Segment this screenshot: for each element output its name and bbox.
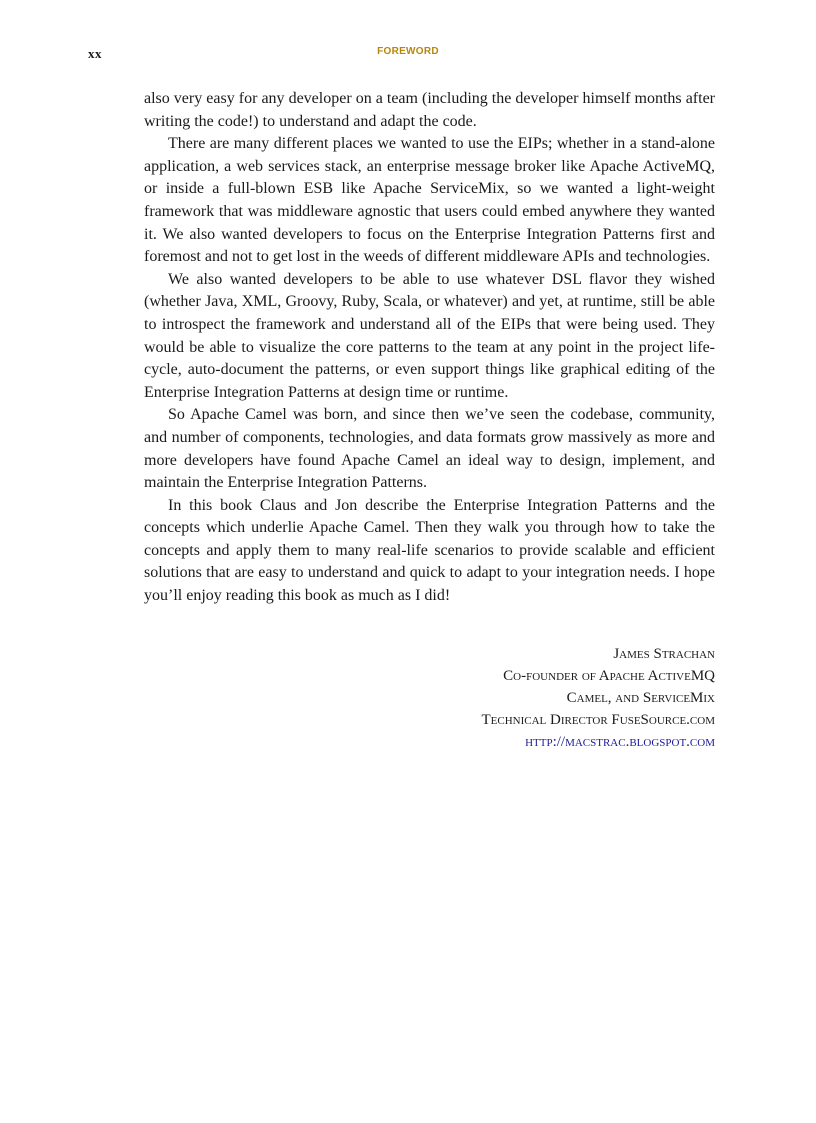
running-head: FOREWORD <box>377 46 439 57</box>
page-number: xx <box>88 46 102 61</box>
foreword-body <box>144 88 715 608</box>
paragraph-5: In this book Claus and Jon describe the Enterprise Integration Patterns and the concepts which underlie Apache Camel. Then they walk you through how to take the concepts and apply them to many real-life scenarios to provide scalable and efficient solutions that are easy to understand and quick to adapt to your integration needs. I hope you’ll enjoy reading this book as much as I did! <box>144 496 715 605</box>
paragraph-3: We also wanted developers to be able to use whatever DSL flavor they wished (whether Java, XML, Groovy, Ruby, Scala, or whatever) and yet, at runtime, still be able to introspect the framework and understand all of the EIPs that were being used. They would be able to visualize the core patterns to the team at any point in the project life-cycle, auto-document the patterns, or even support things like graphical editing of the Enterprise Integration Patterns at design time or runtime. <box>144 270 715 401</box>
paragraph-1: also very easy for any developer on a team (including the developer himself months after writing the code!) to understand and adapt the code. <box>144 90 715 130</box>
author-blog-link[interactable]: http://macstrac.blogspot.com <box>525 734 715 750</box>
author-role-1: Co-founder of Apache ActiveMQ <box>503 668 715 684</box>
author-role-2: Camel, and ServiceMix <box>566 690 715 706</box>
paragraph-2: There are many different places we wanted to use the EIPs; whether in a stand-alone application, a web services stack, an enterprise message broker like Apache ActiveMQ, or inside a full-blown ESB like Apache ServiceMix, so we wanted a light-weight framework that was middleware agnostic that users could embed anywhere they wanted it. We also wanted developers to focus on the Enterprise Integration Patterns first and foremost and not to get lost in the weeds of different middleware APIs and technologies. <box>144 135 715 266</box>
signature-block <box>144 643 715 753</box>
paragraph-4: So Apache Camel was born, and since then we’ve seen the codebase, community, and number of components, technologies, and data formats grow massively as more and more developers have found Apache Camel an ideal way to design, implement, and maintain the Enterprise Integration Patterns. <box>144 406 715 492</box>
author-name: James Strachan <box>613 646 715 662</box>
author-role-3: Technical Director FuseSource.com <box>481 712 715 728</box>
